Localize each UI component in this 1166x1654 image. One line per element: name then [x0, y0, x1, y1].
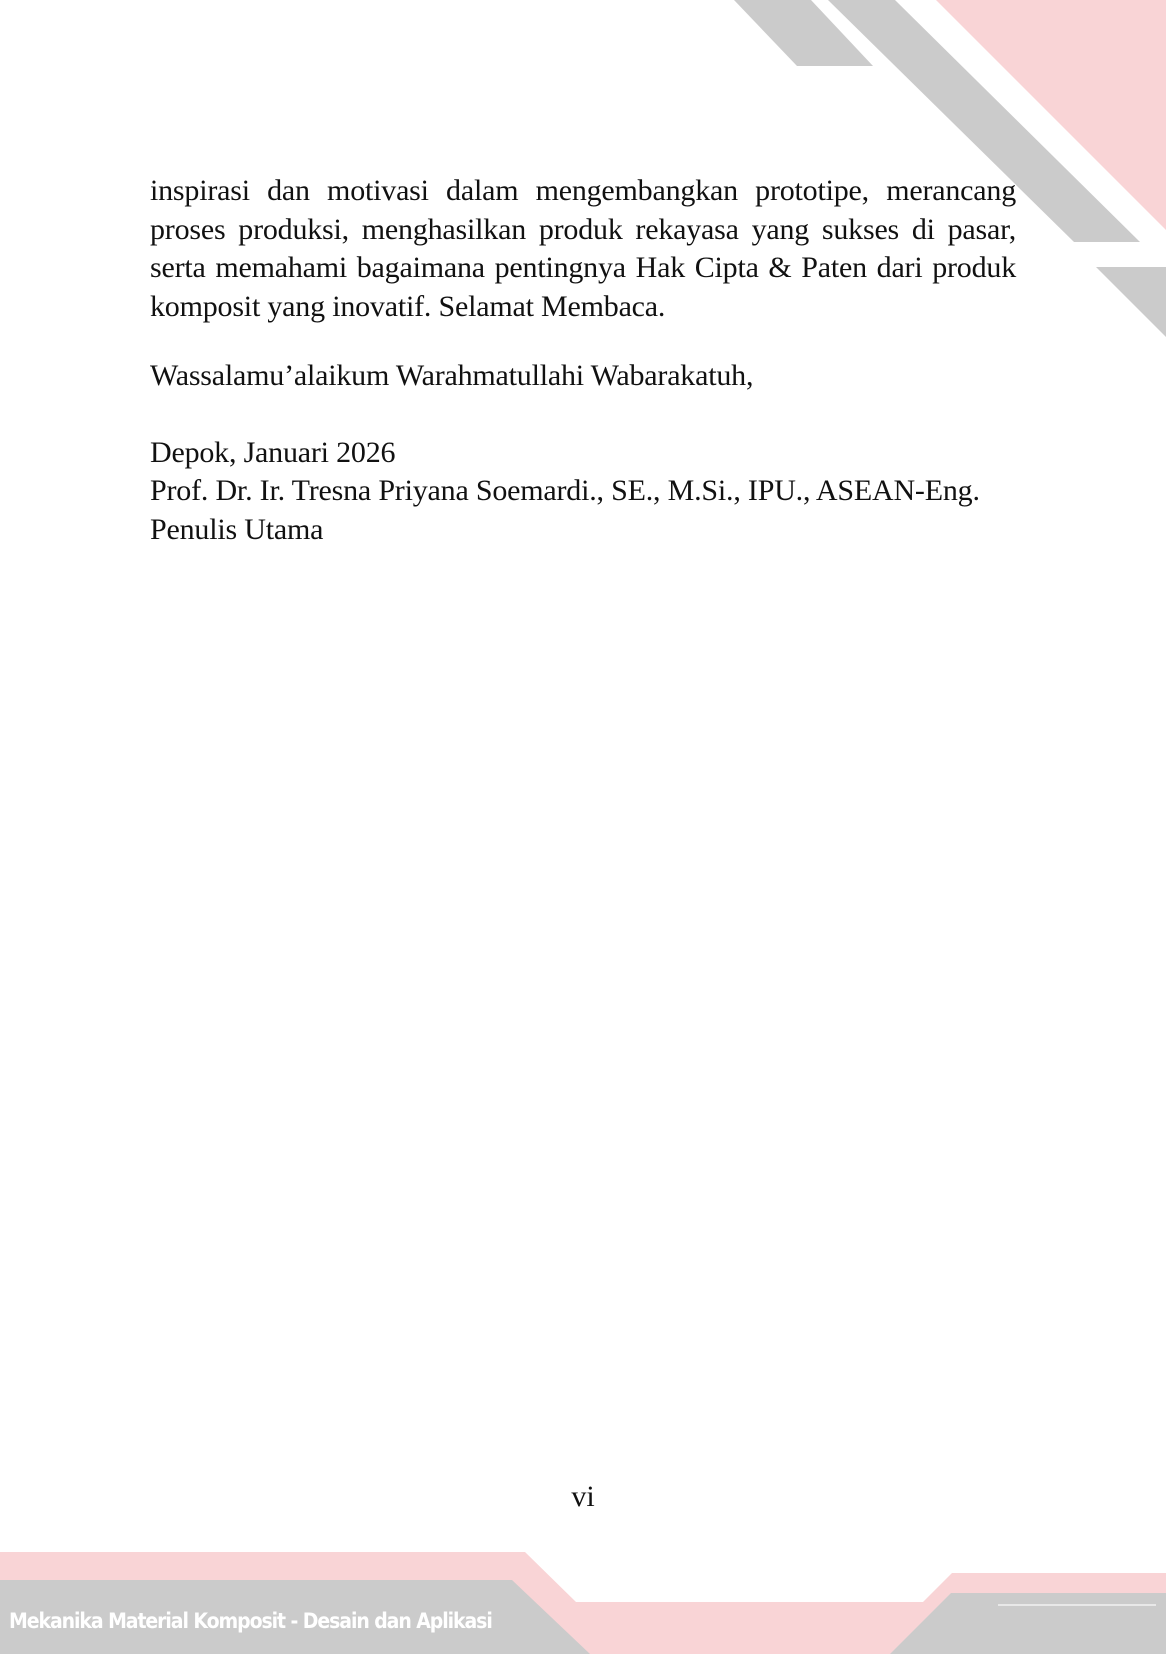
page-body — [150, 172, 1016, 549]
corner-gray-triangle — [1096, 267, 1166, 337]
body-paragraph: inspirasi dan motivasi dalam mengembangkan prototipe, merancang proses produksi, menghasilkan produk rekayasa yang sukses di pasar, serta memahami bagaimana pentingnya Hak Cipta & Paten dari produk komposit yang inovatif. Selamat Membaca. — [150, 174, 1016, 323]
closing-greeting: Wassalamu’alaikum Warahmatullahi Wabarakatuh, — [150, 359, 754, 392]
place-date: Depok, Januari 2026 — [150, 435, 396, 469]
signature-block — [150, 434, 1016, 550]
author-role: Penulis Utama — [150, 512, 324, 546]
footer-book-title: Mekanika Material Komposit - Desain dan Aplikasi — [9, 1609, 492, 1633]
author-name: Prof. Dr. Ir. Tresna Priyana Soemardi., SE., M.Si., IPU., ASEAN-Eng. — [150, 474, 980, 507]
page-number: vi — [571, 1480, 595, 1513]
